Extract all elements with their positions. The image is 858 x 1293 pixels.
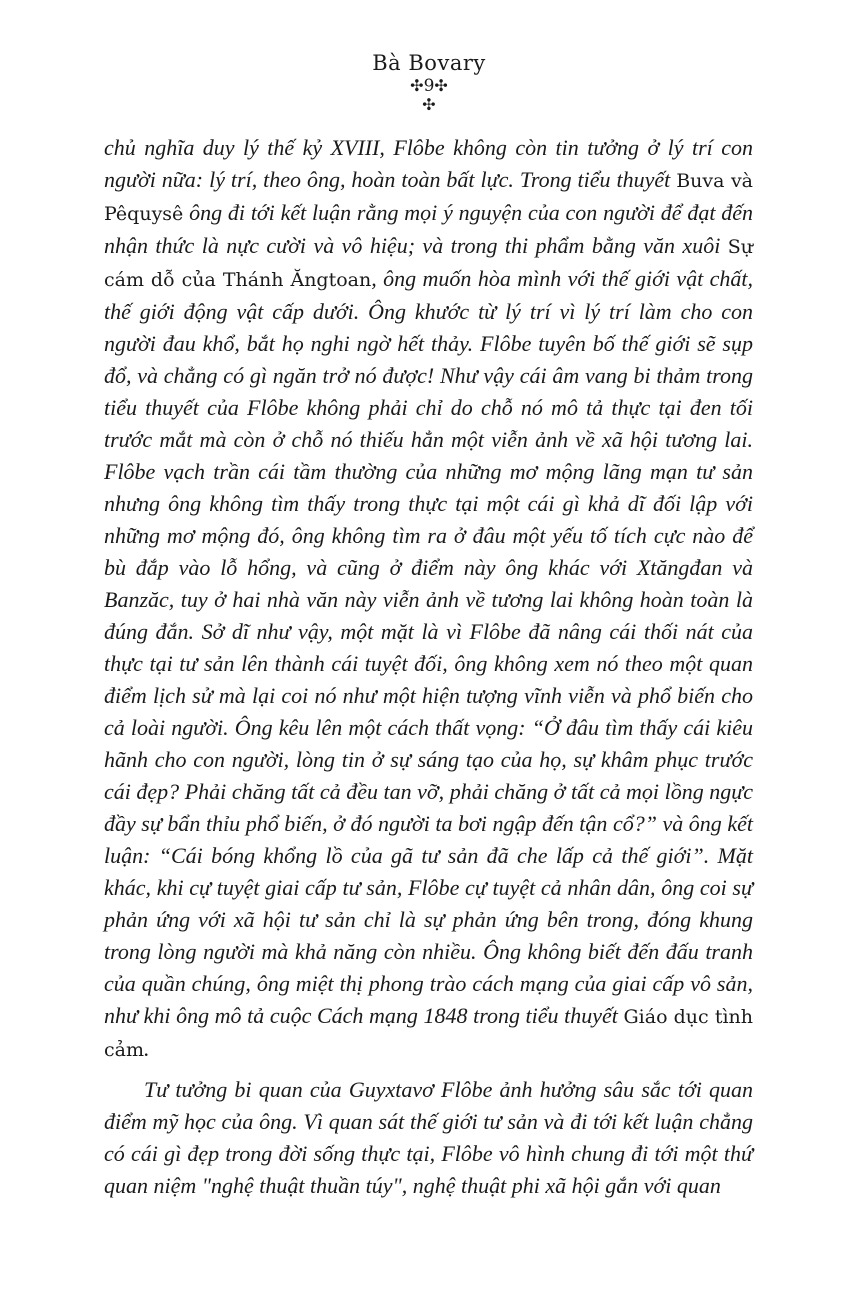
book-title: Bà Bovary [372,51,486,75]
body-text [104,132,753,1202]
text-run: . [144,1036,150,1061]
work-title: Sự cám dỗ của Thánh Ăngtoan [104,236,753,291]
page-number: 9 [423,76,435,96]
text-run: , ông muốn hòa mình với thế giới vật chất, thế giới động vật cấp dưới. Ông khước từ lý trí vì lý trí làm cho con người đau khổ, bắt họ nghi ngờ hết thảy. Flôbe tuyên bố thế giới sẽ sụp đổ, và chẳng có gì ngăn trở nó được! Như vậy cái âm vang bi thảm trong tiểu thuyết của Flôbe không phải chỉ do chỗ nó mô tả thực tại đen tối trước mắt mà còn ở chỗ nó thiếu hẳn một viễn ảnh về xã hội tương lai. Flôbe vạch trần cái tầm thường của những mơ mộng lãng mạn tư sản nhưng ông không tìm thấy trong thực tại một cái gì khả dĩ đối lập với những mơ mộng đó, ông không tìm ra ở đâu một yếu tố tích cực nào để bù đắp vào lỗ hổng, và cũng ở điểm này ông khác với Xtăngđan và Banzăc, tuy ở hai nhà văn này viễn ảnh về tương lai không hoàn toàn là đúng đắn. Sở dĩ như vậy, một mặt là vì Flôbe đã nâng cái thối nát của thực tại tư sản lên thành cái tuyệt đối, ông không xem nó theo một quan điểm lịch sử mà lại coi nó như một hiện tượng vĩnh viễn và phổ biến cho cả loài người. Ông kêu lên một cách thất vọng: “Ở đâu tìm thấy cái kiêu hãnh cho con người, lòng tin ở sự sáng tạo của họ, sự khâm phục trước cái đẹp? Phải chăng tất cả đều tan vỡ, phải chăng ở tất cả mọi lồng ngực đầy sự bẩn thỉu phổ biến, ở đó người ta bơi ngập đến tận cổ?” và ông kết luận: “Cái bóng khổng lồ của gã tư sản đã che lấp cả thế giới”. Mặt khác, khi cự tuyệt giai cấp tư sản, Flôbe cự tuyệt cả nhân dân, ông coi sự phản ứng với xã hội tư sản chỉ là sự phản ứng bên trong, đóng khung trong lòng người mà khả năng còn nhiều. Ông không biết đến đấu tranh của quần chúng, ông miệt thị phong trào cách mạng của giai cấp vô sản, như khi ông mô tả cuộc Cách mạng 1848 trong tiểu thuyết [104,266,753,1028]
text-run: ông đi tới kết luận rằng mọi ý nguyện của con người để đạt đến nhận thức là nực cười và vô hiệu; và trong thi phẩm bằng văn xuôi [104,200,753,258]
page-header [0,50,858,114]
page-number-row [0,76,858,96]
work-title: Buva và Pêquysê [104,170,753,225]
text-run: chủ nghĩa duy lý thế kỷ XVIII, Flôbe không còn tin tưởng ở lý trí con người nữa: lý trí, theo ông, hoàn toàn bất lực. Trong tiểu thuyết [104,135,753,192]
ornament-icon: ✣ [434,76,448,95]
ornament-icon: ✣ [422,95,436,114]
paragraph: Tư tưởng bi quan của Guyxtavơ Flôbe ảnh hưởng sâu sắc tới quan điểm mỹ học của ông. Vì quan sát thế giới tư sản và đi tới kết luận chẳng có cái gì đẹp trong đời sống thực tại, Flôbe vô hình chung đi tới một thứ quan niệm "nghệ thuật thuần túy", nghệ thuật phi xã hội gắn với quan [104,1077,753,1198]
paragraph [104,132,753,1066]
work-title: Giáo dục tình cảm [104,1006,754,1061]
ornament-icon: ✣ [410,76,424,95]
